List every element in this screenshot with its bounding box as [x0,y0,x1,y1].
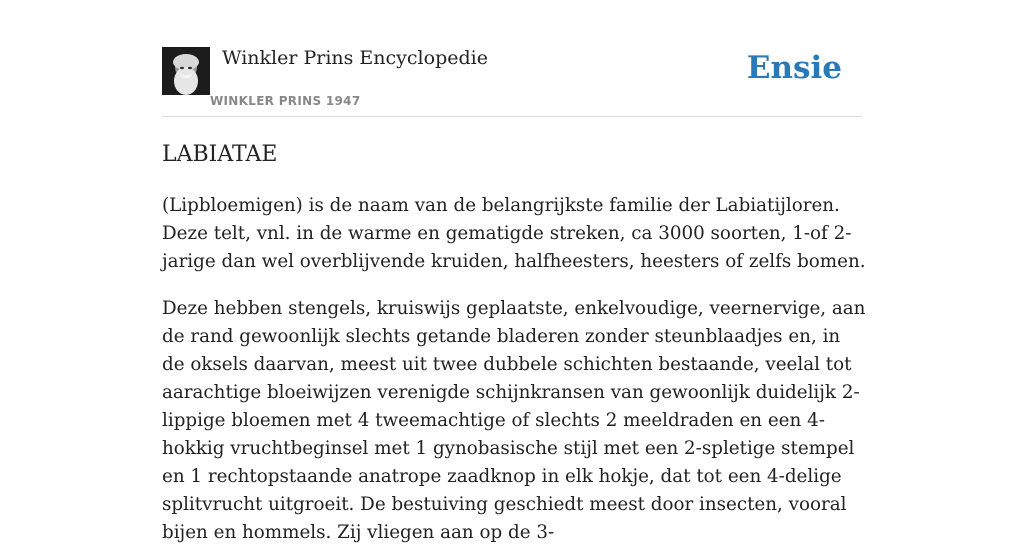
portrait-image [162,47,210,95]
page-container [162,0,866,543]
article-title: LABIATAE [162,142,278,167]
site-title[interactable]: Winkler Prins Encyclopedie [222,47,488,69]
site-header [162,0,862,117]
portrait-avatar-icon[interactable] [162,47,210,95]
ensie-logo[interactable]: Ensie [746,50,842,86]
article-paragraph: (Lipbloemigen) is de naam van de belangrijkste familie der Labiatijloren. Deze telt, vnl. in de warme en gematigde streken, ca 3000 soorten, 1-of 2-jarige dan wel overblijvende kruiden, halfheesters, heesters of zelfs bomen. [162,195,866,272]
article-paragraph: Deze hebben stengels, kruiswijs geplaatste, enkelvoudige, veernervige, aan de rand gewoonlijk slechts getande bladeren zonder steunblaadjes en, in de oksels daarvan, meest uit twee dubbele schichten bestaande, veelal tot aarachtige bloeiwijzen verenigde schijnkransen van gewoonlijk duidelijk 2-lippige bloemen met 4 tweemachtige of slechts 2 meeldraden en een 4-hokkig vruchtbeginsel met 1 gynobasische stijl met een 2-spletige stempel en 1 rechtopstaande anatrope zaadknop in elk hokje, dat tot een 4-delige splitvrucht uitgroeit. De bestuiving geschiedt meest door insecten, vooral bijen en hommels. Zij vliegen aan op de 3- [162,298,866,543]
edition-label[interactable]: WINKLER PRINS 1947 [210,94,361,108]
